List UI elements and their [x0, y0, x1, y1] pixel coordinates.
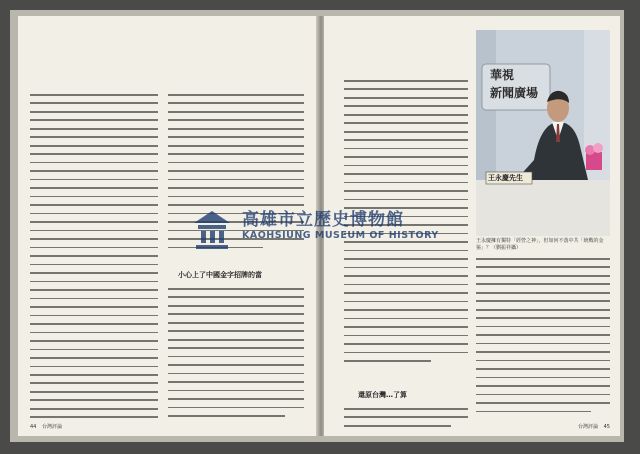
footer-title-right: 台灣評論 [578, 424, 599, 430]
footer-title-left: 台灣評論 [41, 424, 62, 430]
left-column-2 [168, 94, 304, 262]
right-column-1-lower [344, 408, 468, 432]
studio-sign-bottom: 新聞廣場 [490, 86, 539, 100]
watermark-name-en: KAOHSIUNG MUSEUM OF HISTORY [242, 230, 439, 241]
news-studio-photo [476, 30, 610, 236]
magazine-spread [10, 10, 624, 442]
news-studio-illustration [476, 30, 610, 236]
right-subheading: 還原台灣…了算 [358, 391, 407, 399]
page-number-left: 44 [30, 424, 37, 430]
right-footer [578, 423, 610, 430]
studio-sign-top: 華視 [490, 68, 515, 82]
right-page [324, 16, 620, 436]
speaker-nameplate: 王永慶先生 [488, 174, 523, 182]
right-column-1 [344, 80, 468, 380]
left-footer [30, 423, 62, 430]
left-column-2-lower [168, 288, 304, 424]
watermark-name-zh: 高雄市立歷史博物館 [242, 210, 404, 230]
page-number-right: 45 [603, 424, 610, 430]
right-column-2 [476, 258, 610, 422]
left-page [18, 16, 318, 436]
left-column-1 [30, 94, 158, 424]
left-subheading: 小心上了中國金字招牌的當 [178, 271, 262, 279]
photo-caption: 王永慶擁有獨特「經營之神」，但如何不落中共「統戰的金箍」？（劉振祥攝） [476, 238, 604, 251]
